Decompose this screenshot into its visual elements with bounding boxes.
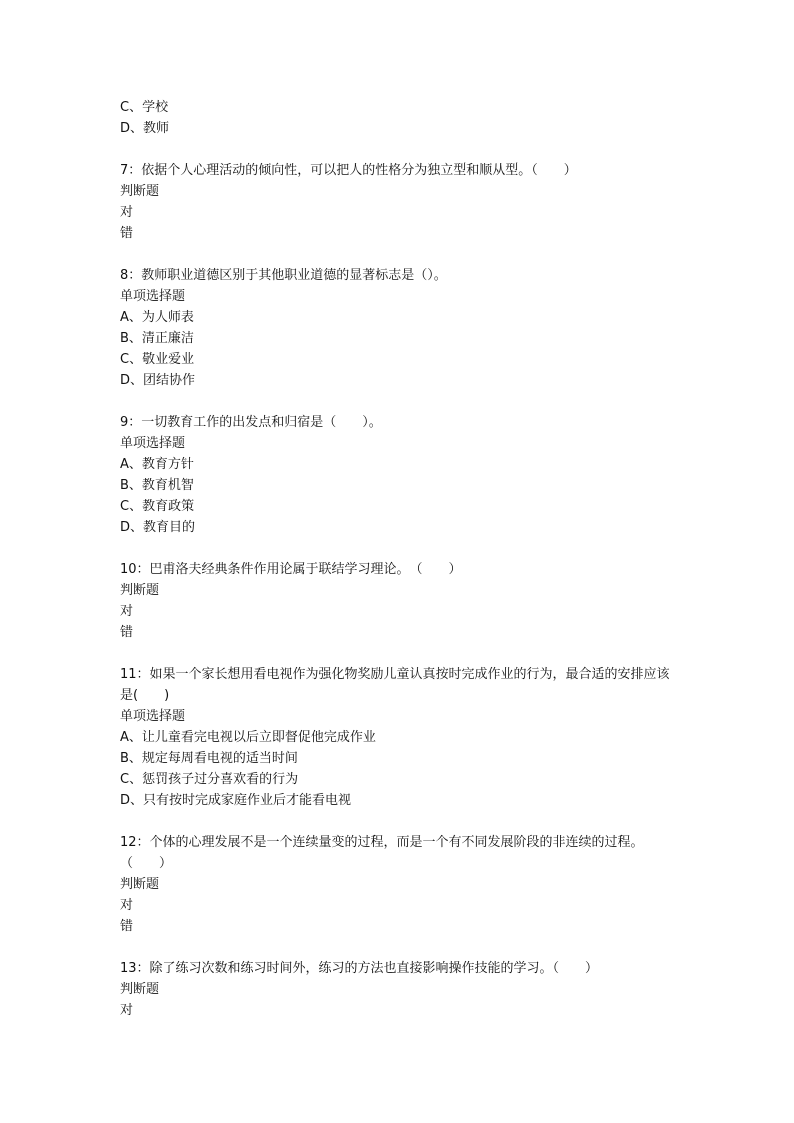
- option-true: 对: [120, 604, 134, 619]
- question-type: 单项选择题: [120, 436, 186, 451]
- question-8: [120, 265, 680, 391]
- question-11: [120, 664, 680, 811]
- question-text: 8：教师职业道德区别于其他职业道德的显著标志是（）。: [120, 268, 447, 283]
- option-a: A、教育方针: [120, 457, 194, 472]
- question-type: 判断题: [120, 583, 160, 598]
- question-text: 9：一切教育工作的出发点和归宿是（ ）。: [120, 415, 382, 430]
- option-c: C、教育政策: [120, 499, 195, 514]
- question-type: 单项选择题: [120, 289, 186, 304]
- option-true: 对: [120, 1003, 134, 1018]
- question-text: 11：如果一个家长想用看电视作为强化物奖励儿童认真按时完成作业的行为，最合适的安排应该是( ): [120, 667, 670, 703]
- option-b: B、教育机智: [120, 478, 194, 493]
- question-9: [120, 412, 680, 538]
- question-12: [120, 832, 680, 937]
- option-d: D、只有按时完成家庭作业后才能看电视: [120, 793, 352, 808]
- option-d: D、教师: [120, 121, 170, 136]
- option-d: D、教育目的: [120, 520, 196, 535]
- question-10: [120, 559, 680, 643]
- option-a: A、让儿童看完电视以后立即督促他完成作业: [120, 730, 376, 745]
- question-type: 判断题: [120, 184, 160, 199]
- option-d: D、团结协作: [120, 373, 196, 388]
- option-c: C、敬业爱业: [120, 352, 195, 367]
- option-a: A、为人师表: [120, 310, 194, 325]
- question-text: 13：除了练习次数和练习时间外，练习的方法也直接影响操作技能的学习。（ ）: [120, 961, 599, 976]
- question-text: 12：个体的心理发展不是一个连续量变的过程，而是一个有不同发展阶段的非连续的过程。（ ）: [120, 835, 644, 871]
- option-false: 错: [120, 625, 134, 640]
- option-b: B、规定每周看电视的适当时间: [120, 751, 298, 766]
- option-c: C、惩罚孩子过分喜欢看的行为: [120, 772, 299, 787]
- option-false: 错: [120, 919, 134, 934]
- option-false: 错: [120, 226, 134, 241]
- option-c: C、学校: [120, 100, 169, 115]
- question-text: 7：依据个人心理活动的倾向性，可以把人的性格分为独立型和顺从型。（ ）: [120, 163, 577, 178]
- question-type: 单项选择题: [120, 709, 186, 724]
- question-type: 判断题: [120, 877, 160, 892]
- document-page: [120, 97, 680, 1021]
- question-13: [120, 958, 680, 1021]
- option-true: 对: [120, 205, 134, 220]
- question-type: 判断题: [120, 982, 160, 997]
- question-text: 10：巴甫洛夫经典条件作用论属于联结学习理论。 （ ）: [120, 562, 462, 577]
- question-7: [120, 160, 680, 244]
- option-b: B、清正廉洁: [120, 331, 194, 346]
- option-true: 对: [120, 898, 134, 913]
